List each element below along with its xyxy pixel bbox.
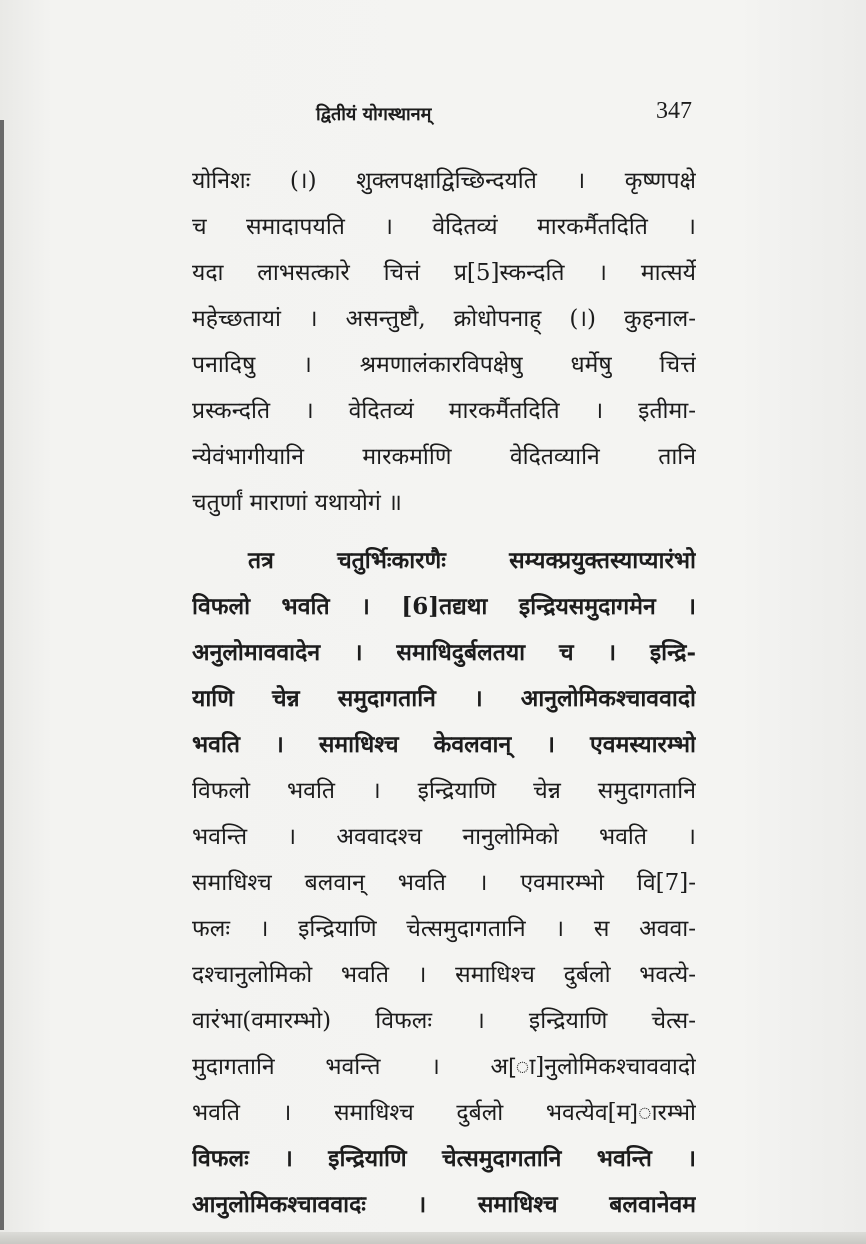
text-line: याणि चेन्न समुदागतानि । आनुलोमिकश्चाववादो — [192, 685, 696, 712]
text-line: भवन्ति । अववादश्च नानुलोमिको भवति । — [192, 824, 696, 850]
text-line: विफलो भवति । इन्द्रियाणि चेन्न समुदागतानि — [192, 778, 696, 804]
text-line: चतुर्णां माराणां यथायोगं ॥ — [192, 490, 402, 516]
text-line: पनादिषु । श्रमणालंकारविपक्षेषु धर्मेषु चित्तं — [192, 352, 696, 378]
text-line: महेच्छतायां । असन्तुष्टौ, क्रोधोपनाह् (।) कुहनाल- — [192, 306, 696, 332]
text-line: मुदागतानि भवन्ति । अ[ा]नुलोमिकश्चाववादो — [192, 1054, 696, 1080]
text-line: न्येवंभागीयानि मारकर्माणि वेदितव्यानि तानि — [192, 444, 696, 470]
running-title: द्वितीयं योगस्थानम् — [316, 104, 432, 125]
text-line: वारंभा(वमारम्भो) विफलः । इन्द्रियाणि चेत्स- — [192, 1008, 696, 1034]
page-header — [192, 90, 692, 130]
text-line: अनुलोमाववादेन । समाधिदुर्बलतया च । इन्द्रि- — [192, 639, 696, 666]
text-line: दश्चानुलोमिको भवति । समाधिश्च दुर्बलो भवत्ये- — [192, 962, 696, 988]
paragraph-gap — [192, 526, 696, 538]
body-text — [192, 158, 696, 1228]
page-bottom-edge — [0, 1232, 866, 1244]
text-line: तत्र चतुर्भिःकारणैः सम्यक्प्रयुक्तस्याप्यारंभो — [248, 547, 696, 574]
text-line: आनुलोमिकश्चाववादः । समाधिश्च बलवानेवम — [192, 1191, 696, 1218]
text-line: विफलः । इन्द्रियाणि चेत्समुदागतानि भवन्ति । — [192, 1145, 696, 1172]
text-line: यदा लाभसत्कारे चित्तं प्र[5]स्कन्दति । मात्सर्ये — [192, 260, 696, 286]
text-line: समाधिश्च बलवान् भवति । एवमारम्भो वि[7]- — [192, 870, 696, 896]
text-line: भवति । समाधिश्च केवलवान् । एवमस्यारम्भो — [192, 731, 696, 758]
page-binding-edge — [0, 120, 4, 1230]
text-line: विफलो भवति । [6]तद्यथा इन्द्रियसमुदागमेन । — [192, 593, 696, 620]
page-number: 347 — [656, 98, 692, 124]
text-line: फलः । इन्द्रियाणि चेत्समुदागतानि । स अववा- — [192, 916, 696, 942]
paragraph — [192, 538, 696, 1228]
text-line: प्रस्कन्दति । वेदितव्यं मारकर्मैतदिति । इतीमा- — [192, 398, 696, 424]
paragraph — [192, 158, 696, 526]
text-line: च समादापयति । वेदितव्यं मारकर्मैतदिति । — [192, 214, 696, 240]
text-line: योनिशः (।) शुक्लपक्षाद्विच्छिन्दयति । कृष्णपक्षे — [192, 168, 696, 194]
text-line: भवति । समाधिश्च दुर्बलो भवत्येव[म]ारम्भो — [192, 1100, 696, 1126]
